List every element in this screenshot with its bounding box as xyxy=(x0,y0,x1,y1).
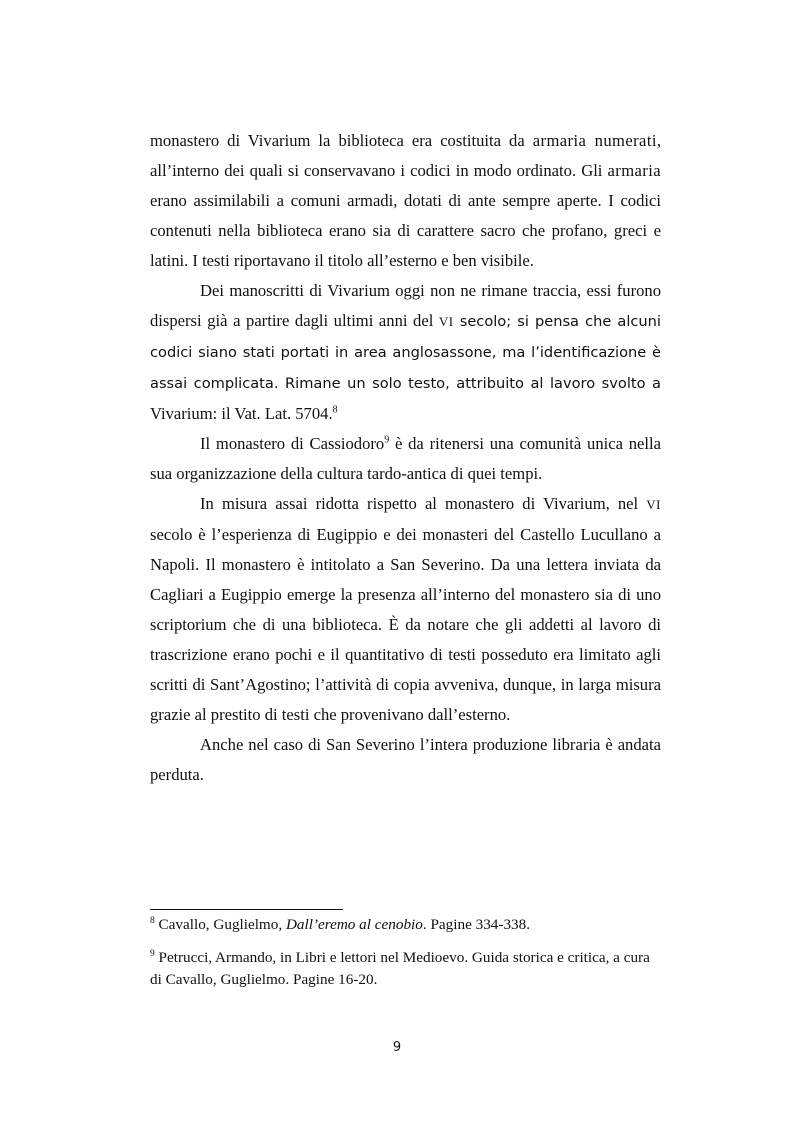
paragraph-4 xyxy=(150,489,661,730)
page-number: 9 xyxy=(392,1040,402,1055)
paragraph-3-text: è da ritenersi una comunità unica nella sua organizzazione della cultura tardo-antica di quei tempi. xyxy=(150,434,661,483)
paragraph-1-text: , all’interno dei quali si conservavano i codici in modo ordinato. Gli xyxy=(150,131,661,180)
footnote-text: . Pagine 334-338. xyxy=(422,916,531,933)
paragraph-5-text: Anche nel caso di San Severino l’intera produzione libraria è andata perduta. xyxy=(150,735,661,784)
paragraph-2-text: secolo; si pensa che alcuni codici siano stati portati in area anglosassone, ma l’identificazione è assai complicata. Rimane un solo testo, attribuito al lavoro svolto a xyxy=(150,313,661,392)
paragraph-1-text: erano assimilabili a comuni armadi, dotati di ante sempre aperte. I codici contenuti nella biblioteca erano sia di carattere sacro che profano, greci e latini. I testi riportavano il titolo all’esterno e ben visibile. xyxy=(150,191,661,270)
footnote-number: 9 xyxy=(150,948,155,959)
footnote-ref-9: 9 xyxy=(384,434,390,446)
century-numeral: VI xyxy=(438,314,454,329)
term-armaria: armaria xyxy=(607,161,661,180)
footnote-book-title: Dall’eremo al cenobio xyxy=(285,916,423,933)
footnote-text: Cavallo, Guglielmo, xyxy=(154,916,286,933)
footnote-8 xyxy=(150,914,661,936)
paragraph-2 xyxy=(150,276,661,429)
footnote-9 xyxy=(150,947,661,991)
paragraph-1-text: monastero di Vivarium la biblioteca era costituita da xyxy=(150,131,533,150)
term-armaria-numerati: armaria numerati xyxy=(532,131,657,150)
footnote-text: Petrucci, Armando, in Libri e lettori nel Medioevo. Guida storica e critica, a cura di Cavallo, Guglielmo. Pagine 16-20. xyxy=(150,949,650,988)
paragraph-2-text: Vivarium: il Vat. Lat. 5704. xyxy=(150,404,333,423)
paragraph-2-text: Dei manoscritti di xyxy=(200,281,328,300)
footnote-number: 8 xyxy=(150,915,155,926)
paragraph-4-text: secolo è l’esperienza di Eugippio e dei monasteri del Castello Lucullano a Napoli. Il monastero è intitolato a San Severino. Da una lettera inviata da Cagliari a Eugippio emerge la presenza all’interno del monastero sia di uno scriptorium che di una biblioteca. È da notare che gli addetti al lavoro di trascrizione erano pochi e il quantitativo di testi posseduto era limitato agli scritti di Sant’Agostino; l’attività di copia avveniva, dunque, in larga misura grazie al prestito di testi che provenivano dall’esterno. xyxy=(150,525,661,724)
paragraph-3 xyxy=(150,429,661,489)
body-text xyxy=(150,126,661,790)
paragraph-5 xyxy=(150,730,661,790)
paragraph-2-text: Vivarium oggi non ne rimane traccia, essi furono dispersi già a partire dagli ultimi anni del xyxy=(150,281,661,330)
paragraph-1 xyxy=(150,126,661,276)
footnote-divider xyxy=(150,909,343,910)
paragraph-3-text: Il monastero di Cassiodoro xyxy=(200,434,385,453)
paragraph-4-text: In misura assai ridotta rispetto al monastero di Vivarium, nel xyxy=(200,494,647,513)
century-numeral: VI xyxy=(646,497,661,512)
footnote-ref-8: 8 xyxy=(332,404,338,416)
footnotes xyxy=(150,914,661,1002)
